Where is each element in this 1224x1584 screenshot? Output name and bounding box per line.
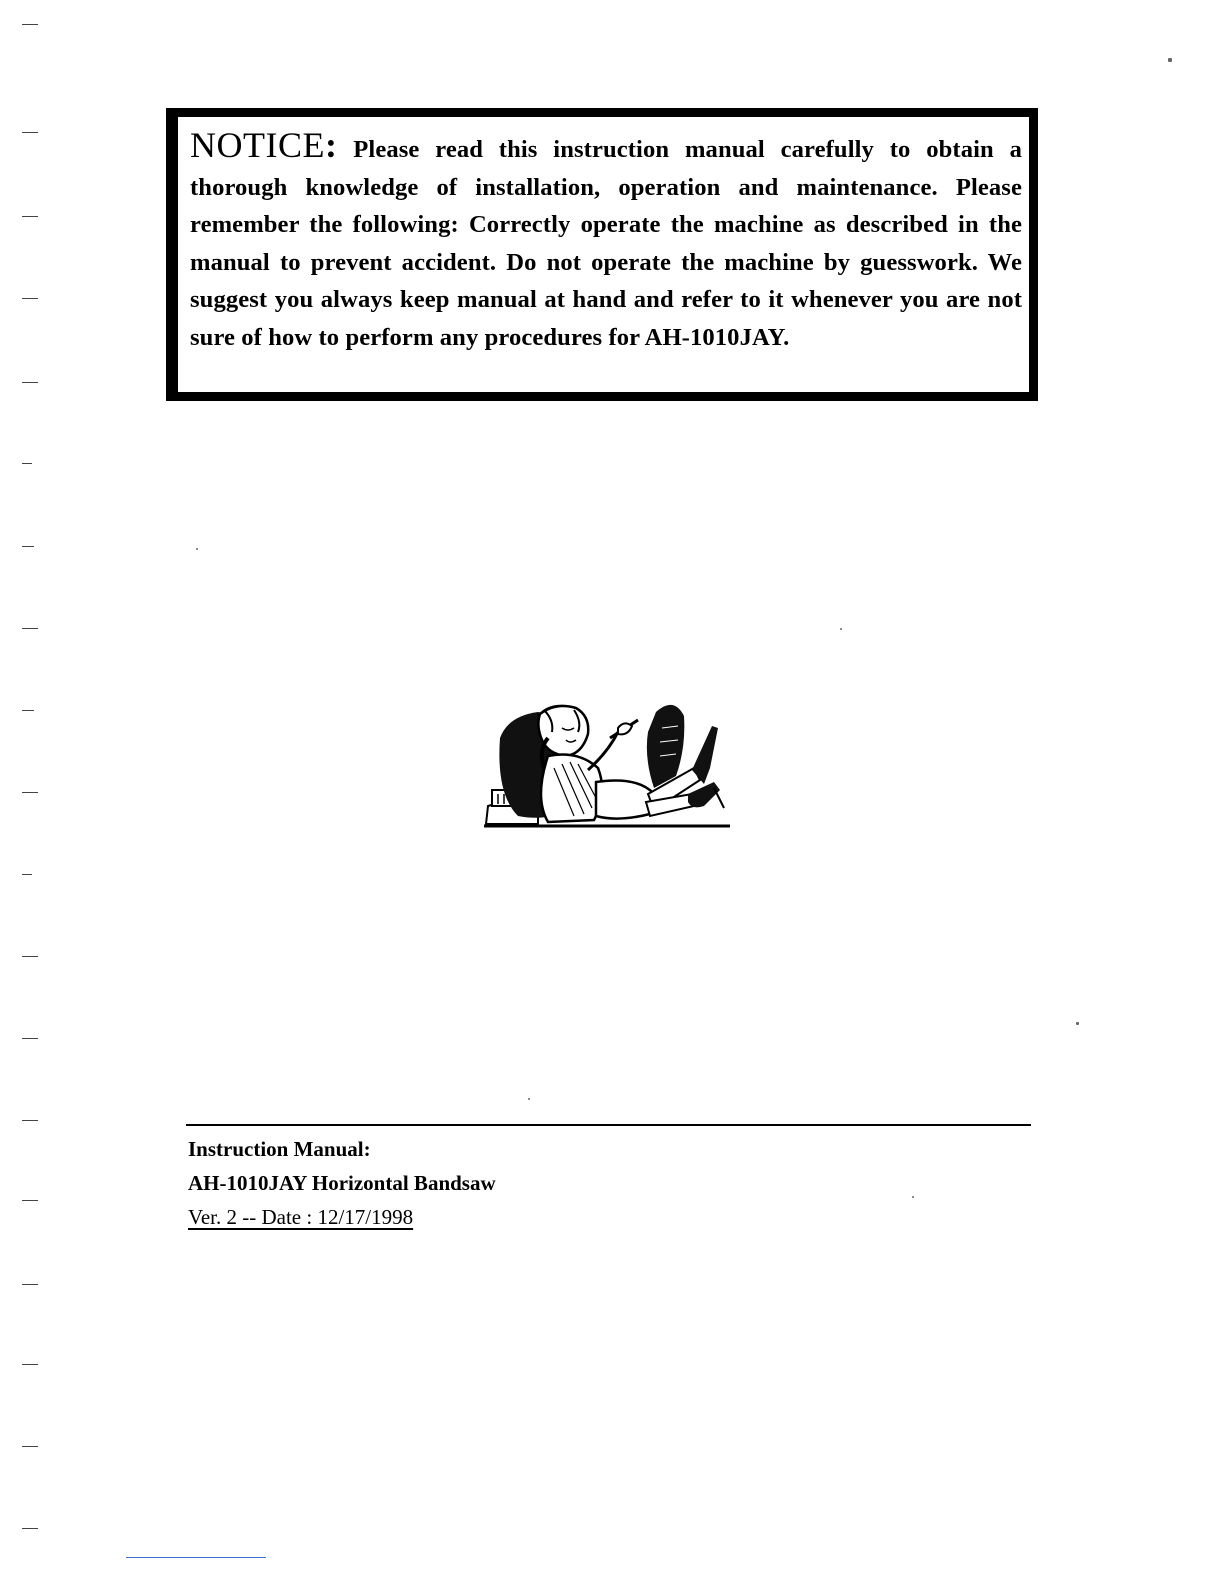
manual-title: Instruction Manual:	[188, 1137, 371, 1161]
person-reclining-with-telephone-icon	[478, 698, 738, 834]
notice-box	[166, 108, 1038, 401]
divider-rule	[186, 1124, 1031, 1126]
manual-info	[188, 1132, 496, 1234]
manual-model: AH-1010JAY Horizontal Bandsaw	[188, 1171, 496, 1195]
manual-version: Ver. 2 -- Date : 12/17/1998	[188, 1205, 414, 1229]
notice-body: Please read this instruction manual carefully to obtain a thorough knowledge of installation, operation and maintenance. Please remember the following: Correctly operate the machine as described in the manual to prevent accident. Do not operate the machine by guesswork. We suggest you always keep manual at hand and refer to it whenever you are not sure of how to perform any procedures for AH-1010JAY.	[190, 136, 1023, 351]
bottom-link-rule	[126, 1557, 266, 1558]
notice-text	[190, 127, 1022, 356]
notice-label: NOTICE:	[190, 125, 338, 165]
